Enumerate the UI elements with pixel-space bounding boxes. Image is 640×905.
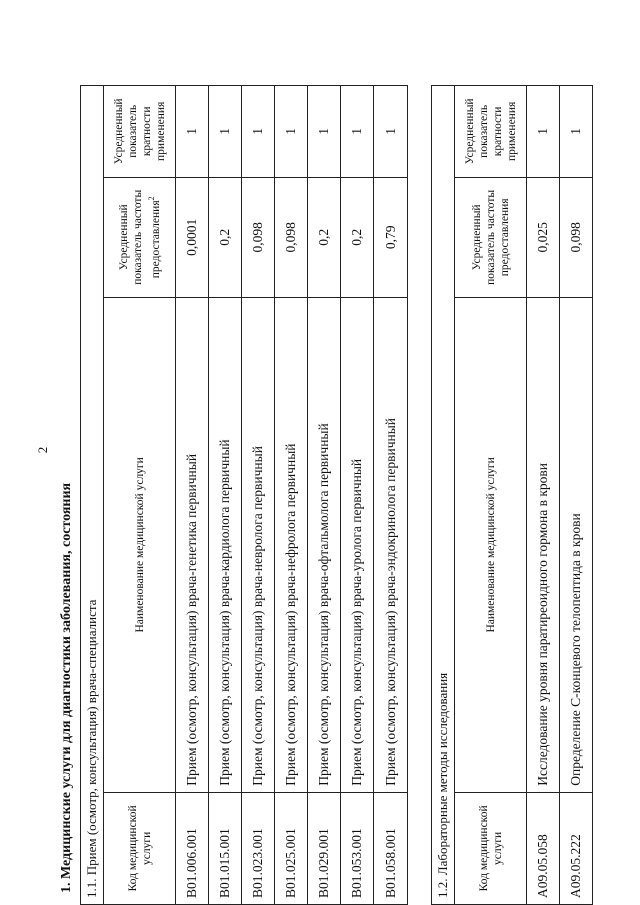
service-name: Прием (осмотр, консультация) врача-офтальмолога первичный bbox=[308, 297, 341, 792]
multiplicity-value: 1 bbox=[560, 86, 593, 178]
table-caption: 1.2. Лабораторные методы исследования bbox=[432, 86, 455, 905]
multiplicity-value: 1 bbox=[209, 86, 242, 178]
table-row bbox=[275, 86, 308, 905]
multiplicity-value: 1 bbox=[275, 86, 308, 178]
column-header-name: Наименование медицинской услуги bbox=[104, 297, 176, 792]
table-row bbox=[176, 86, 209, 905]
footnote-marker: 2 bbox=[146, 196, 156, 201]
column-header-multiplicity: Усредненный показатель кратности применения bbox=[455, 86, 527, 178]
service-code: A09.05.058 bbox=[527, 792, 560, 904]
table-row bbox=[341, 86, 374, 905]
frequency-value: 0,2 bbox=[209, 177, 242, 297]
frequency-value: 0,2 bbox=[308, 177, 341, 297]
service-name: Определение С-концевого телопептида в крови bbox=[560, 297, 593, 792]
service-name: Прием (осмотр, консультация) врача-невролога первичный bbox=[242, 297, 275, 792]
frequency-value: 0,098 bbox=[560, 177, 593, 297]
table-row bbox=[527, 86, 560, 905]
frequency-value: 0,0001 bbox=[176, 177, 209, 297]
service-name: Прием (осмотр, консультация) врача-эндокринолога первичный bbox=[374, 297, 408, 792]
multiplicity-value: 1 bbox=[341, 86, 374, 178]
table-header-row bbox=[104, 86, 176, 905]
multiplicity-value: 1 bbox=[374, 86, 408, 178]
service-name: Прием (осмотр, консультация) врача-генетика первичный bbox=[176, 297, 209, 792]
table-caption: 1.1. Прием (осмотр, консультация) врача-специалиста bbox=[81, 86, 104, 905]
column-header-code: Код медицинской услуги bbox=[104, 792, 176, 904]
table-row bbox=[209, 86, 242, 905]
service-code: B01.025.001 bbox=[275, 792, 308, 904]
column-header-code: Код медицинской услуги bbox=[455, 792, 527, 904]
frequency-value: 0,79 bbox=[374, 177, 408, 297]
service-code: A09.05.222 bbox=[560, 792, 593, 904]
frequency-value: 0,2 bbox=[341, 177, 374, 297]
multiplicity-value: 1 bbox=[176, 86, 209, 178]
service-code: B01.023.001 bbox=[242, 792, 275, 904]
service-name: Прием (осмотр, консультация) врача-уролога первичный bbox=[341, 297, 374, 792]
table-row bbox=[374, 86, 408, 905]
column-header-multiplicity: Усредненный показатель кратности применения bbox=[104, 86, 176, 178]
multiplicity-value: 1 bbox=[308, 86, 341, 178]
service-name: Исследование уровня паратиреоидного гормона в крови bbox=[527, 297, 560, 792]
multiplicity-value: 1 bbox=[527, 86, 560, 178]
section-title: 1. Медицинские услуги для диагностики заболевания, состояния bbox=[59, 482, 74, 893]
column-header-frequency bbox=[104, 177, 176, 297]
column-header-name: Наименование медицинской услуги bbox=[455, 297, 527, 792]
table-header-row bbox=[455, 86, 527, 905]
multiplicity-value: 1 bbox=[242, 86, 275, 178]
service-code: B01.053.001 bbox=[341, 792, 374, 904]
frequency-value: 0,025 bbox=[527, 177, 560, 297]
table-lab-methods bbox=[431, 85, 593, 905]
service-code: B01.006.001 bbox=[176, 792, 209, 904]
table-row bbox=[560, 86, 593, 905]
page-number: 2 bbox=[35, 446, 50, 454]
service-name: Прием (осмотр, консультация) врача-кардиолога первичный bbox=[209, 297, 242, 792]
frequency-value: 0,098 bbox=[275, 177, 308, 297]
table-row bbox=[308, 86, 341, 905]
frequency-header-text: Усредненный показатель частоты предоставления bbox=[117, 189, 162, 285]
table-row bbox=[242, 86, 275, 905]
service-code: B01.029.001 bbox=[308, 792, 341, 904]
frequency-value: 0,098 bbox=[242, 177, 275, 297]
service-name: Прием (осмотр, консультация) врача-нефролога первичный bbox=[275, 297, 308, 792]
column-header-frequency: Усредненный показатель частоты предоставления bbox=[455, 177, 527, 297]
service-code: B01.015.001 bbox=[209, 792, 242, 904]
service-code: B01.058.001 bbox=[374, 792, 408, 904]
table-consultations bbox=[80, 85, 408, 905]
